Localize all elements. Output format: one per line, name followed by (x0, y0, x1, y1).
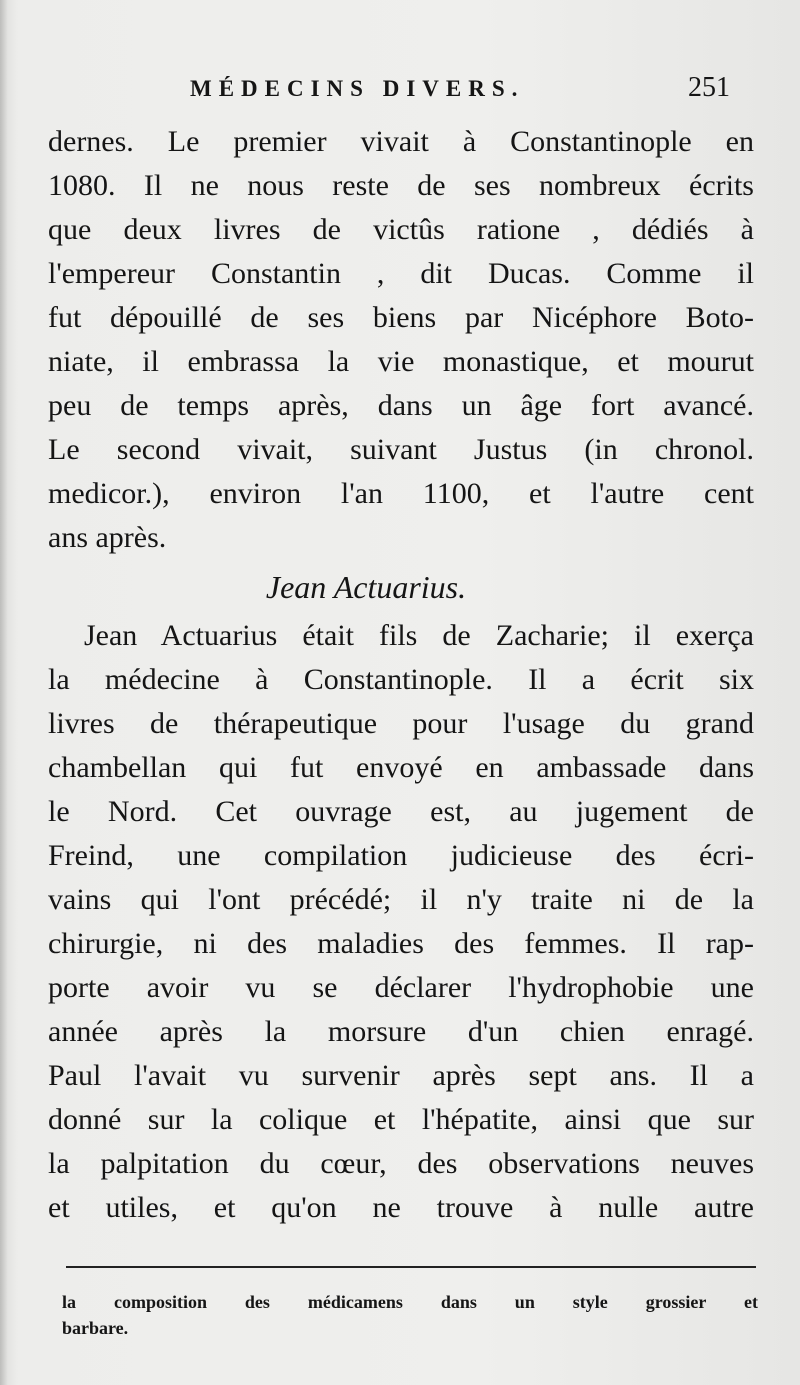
body-text (48, 120, 754, 1230)
text-line: niate, il embrassa la vie monastique, et mourut (48, 345, 754, 378)
text-line: chirurgie, ni des maladies des femmes. Il rap- (48, 927, 754, 960)
footnote-line: la composition des médicamens dans un style grossier et (62, 1292, 758, 1312)
page-binding-edge (0, 0, 8, 1385)
text-line: dernes. Le premier vivait à Constantinople en (48, 125, 754, 158)
footnote (62, 1289, 758, 1341)
footnote-rule (66, 1266, 756, 1268)
text-line: Paul l'avait vu survenir après sept ans. Il a (48, 1059, 754, 1092)
footnote-line: barbare. (62, 1318, 129, 1338)
text-line: livres de thérapeutique pour l'usage du grand (48, 707, 754, 740)
text-line: la palpitation du cœur, des observations neuves (48, 1147, 754, 1180)
text-line: ans après. (48, 521, 167, 554)
text-line: 1080. Il ne nous reste de ses nombreux écrits (48, 169, 754, 202)
text-line: peu de temps après, dans un âge fort avancé. (48, 389, 754, 422)
page-number: 251 (688, 72, 730, 103)
text-line: vains qui l'ont précédé; il n'y traite ni de la (48, 883, 754, 916)
text-line: la médecine à Constantinople. Il a écrit six (48, 663, 754, 696)
text-line: Le second vivait, suivant Justus (in chronol. (48, 433, 754, 466)
text-line: Freind, une compilation judicieuse des écri- (48, 839, 754, 872)
text-line: medicor.), environ l'an 1100, et l'autre cent (48, 477, 754, 510)
text-line: donné sur la colique et l'hépatite, ainsi que sur (48, 1103, 754, 1136)
text-line: Jean Actuarius était fils de Zacharie; il exerça (84, 619, 754, 652)
running-title: MÉDECINS DIVERS. (190, 76, 525, 101)
text-line: fut dépouillé de ses biens par Nicéphore Boto- (48, 301, 754, 334)
text-line: l'empereur Constantin , dit Ducas. Comme il (48, 257, 754, 290)
text-line: porte avoir vu se déclarer l'hydrophobie une (48, 971, 754, 1004)
text-line: le Nord. Cet ouvrage est, au jugement de (48, 795, 754, 828)
section-heading: Jean Actuarius. (265, 569, 467, 605)
text-line: et utiles, et qu'on ne trouve à nulle autre (48, 1191, 754, 1224)
text-line: année après la morsure d'un chien enragé. (48, 1015, 754, 1048)
text-line: que deux livres de victûs ratione , dédiés à (48, 213, 754, 246)
text-line: chambellan qui fut envoyé en ambassade dans (48, 751, 754, 784)
running-header (190, 72, 730, 108)
